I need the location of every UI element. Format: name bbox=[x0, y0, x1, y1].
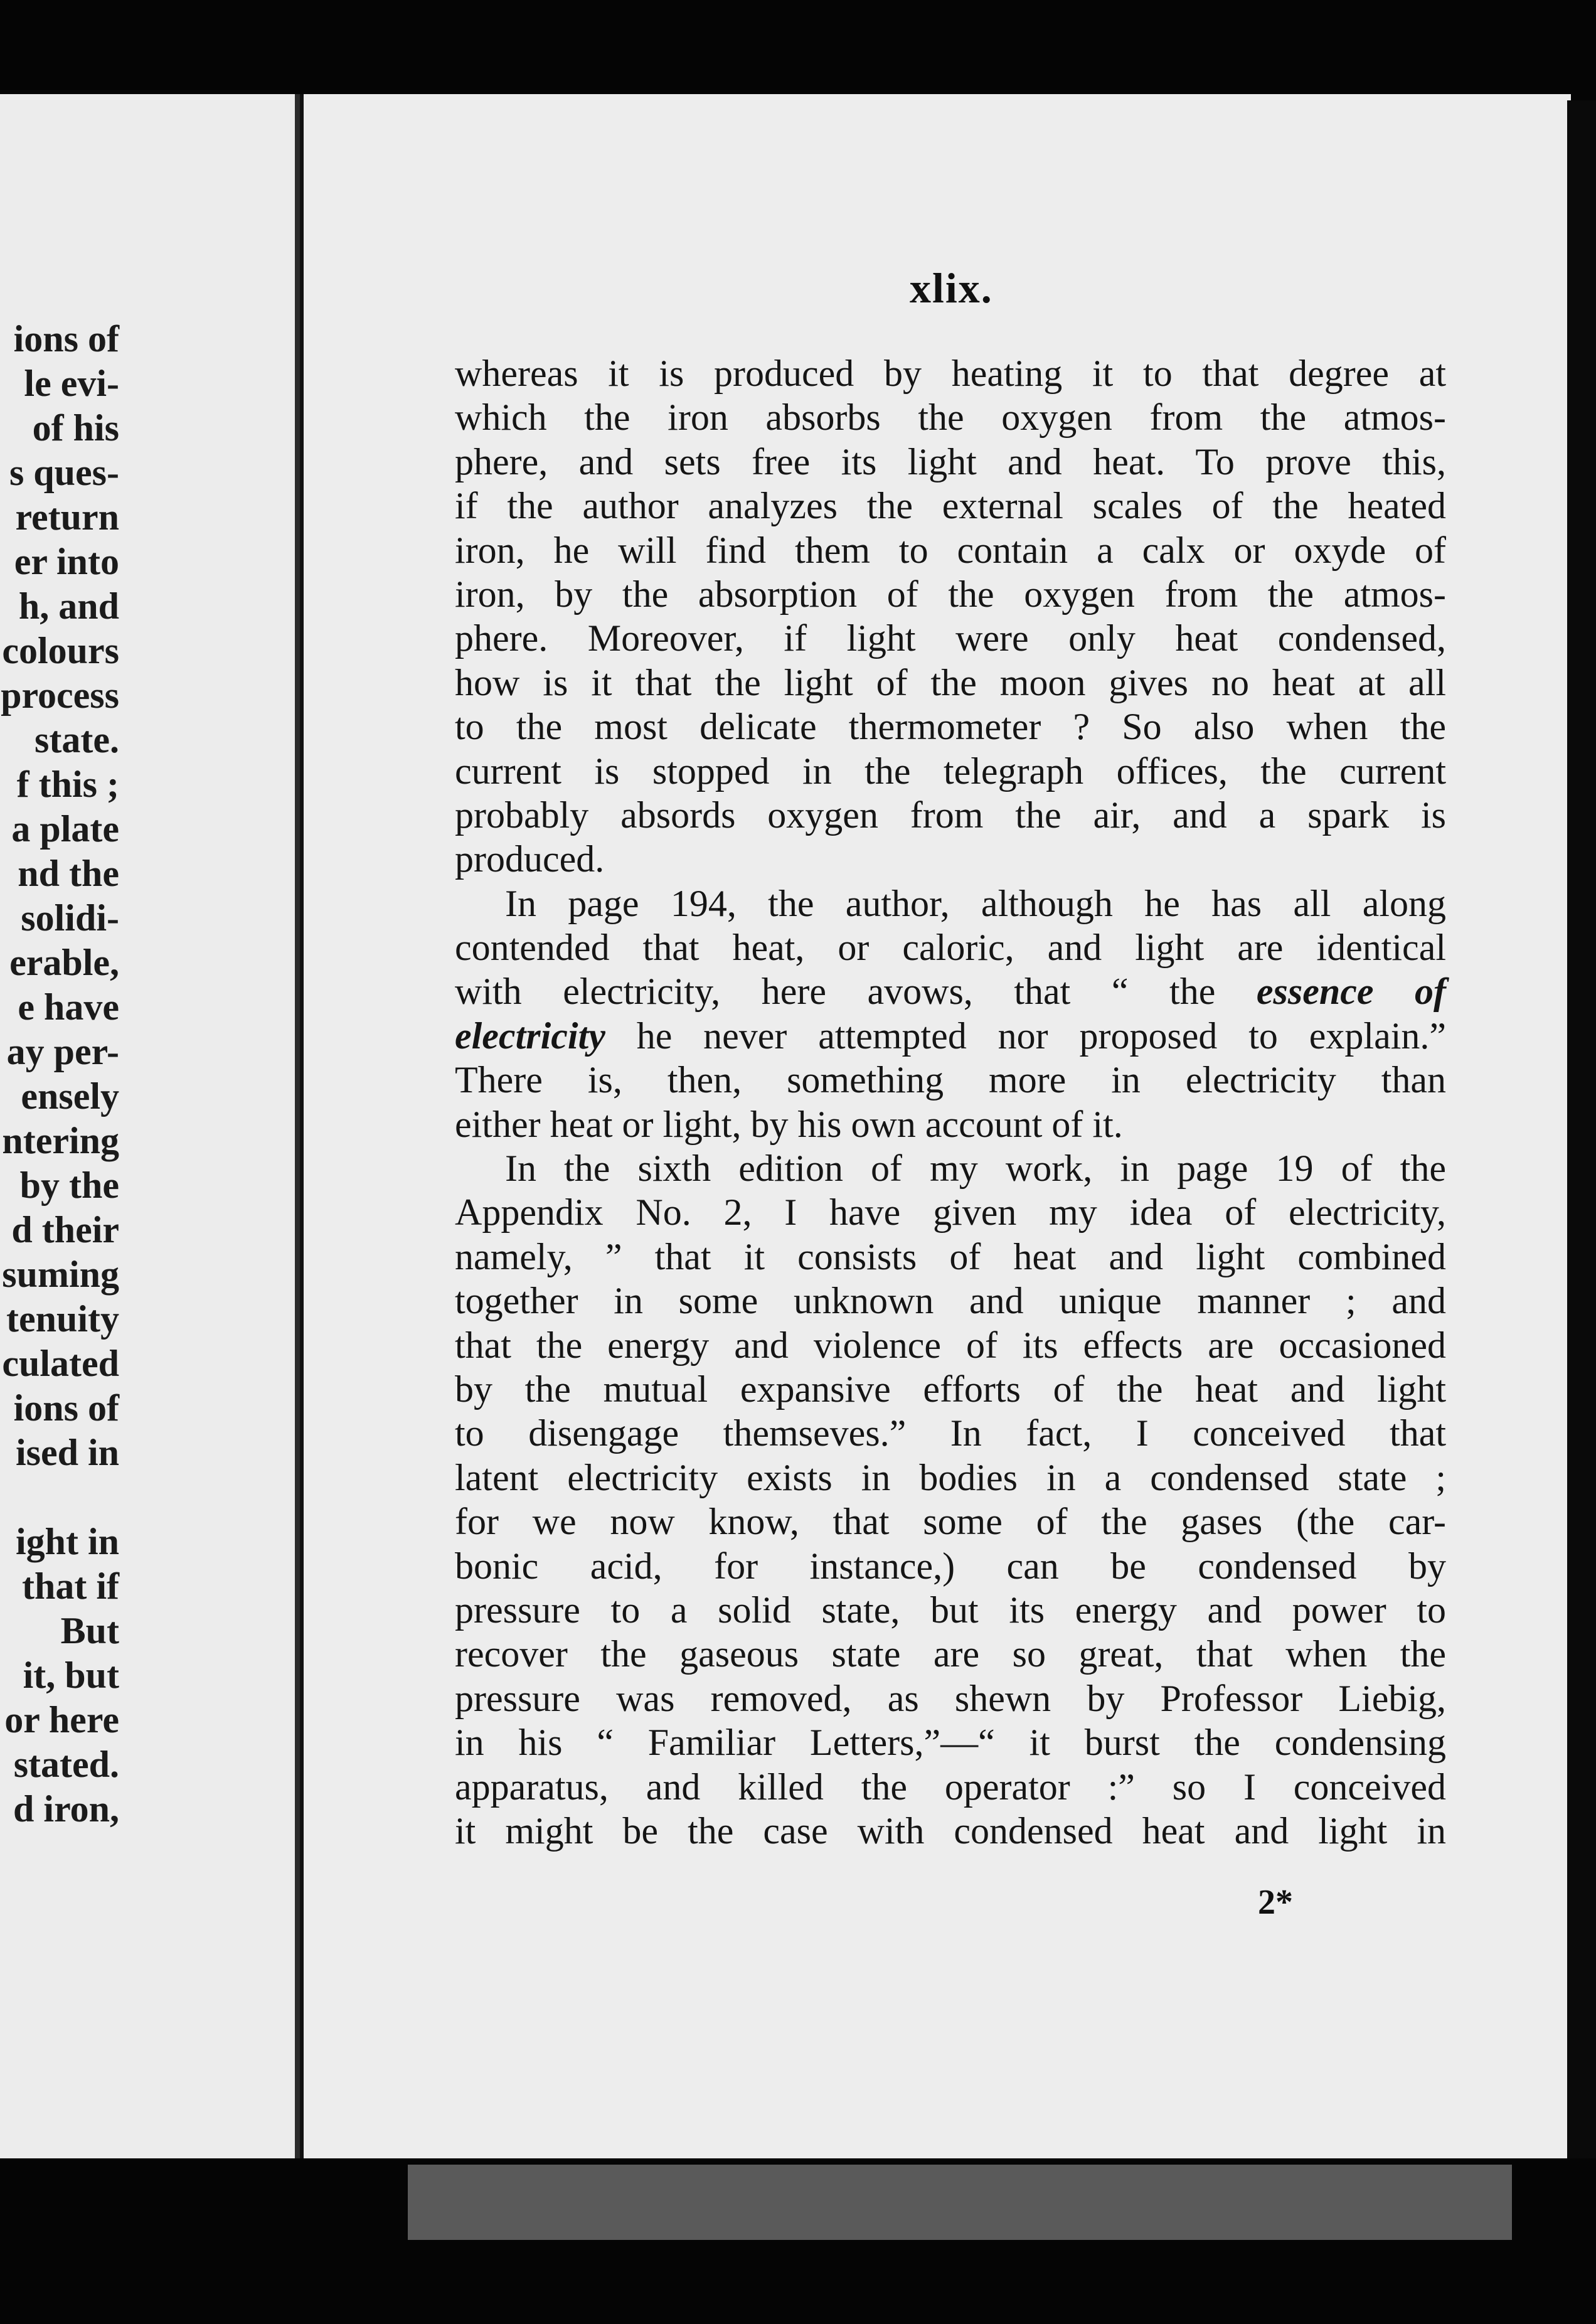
left-line: suming bbox=[2, 1254, 119, 1295]
text-line: by the mutual expansive efforts of the heat and light bbox=[455, 1368, 1446, 1410]
left-line: state. bbox=[35, 719, 119, 760]
left-line: tenuity bbox=[6, 1298, 119, 1340]
left-line-gap bbox=[0, 1475, 119, 1520]
left-line: But bbox=[60, 1610, 119, 1651]
left-line: process bbox=[1, 674, 119, 716]
text-line: Appendix No. 2, I have given my idea of electricity, bbox=[455, 1191, 1446, 1234]
left-line: er into bbox=[14, 541, 119, 582]
signature-mark: 2* bbox=[1258, 1883, 1293, 1922]
left-line: a plate bbox=[11, 808, 119, 850]
book-bottom-edge bbox=[408, 2165, 1512, 2240]
text-line: latent electricity exists in bodies in a condensed state ; bbox=[455, 1456, 1446, 1498]
text-line: whereas it is produced by heating it to that degree at bbox=[455, 353, 1446, 394]
left-line: or here bbox=[4, 1699, 119, 1740]
left-line: s ques- bbox=[9, 452, 119, 493]
left-line: erable, bbox=[9, 942, 119, 983]
left-line: ised in bbox=[15, 1432, 119, 1473]
text-line: pressure to a solid state, but its energy and power to bbox=[455, 1589, 1446, 1631]
text-line: which the iron absorbs the oxygen from the atmos- bbox=[455, 397, 1446, 439]
left-line: solidi- bbox=[21, 897, 119, 939]
text-line: pressure was removed, as shewn by Professor Liebig, bbox=[455, 1677, 1446, 1719]
text-line: how is it that the light of the moon gives no heat at all bbox=[455, 661, 1446, 703]
text-line: namely, ” that it consists of heat and light combined bbox=[455, 1235, 1446, 1277]
text-line: bonic acid, for instance,) can be condensed by bbox=[455, 1545, 1446, 1587]
left-line: e have bbox=[18, 986, 119, 1028]
left-line: d their bbox=[11, 1209, 119, 1250]
text-line: phere, and sets free its light and heat. To prove this, bbox=[455, 440, 1446, 482]
left-line: nd the bbox=[18, 853, 119, 894]
text-line: iron, he will find them to contain a calx or oxyde of bbox=[455, 529, 1446, 571]
left-line: it, but bbox=[23, 1655, 119, 1696]
text-line: contended that heat, or caloric, and light are identical bbox=[455, 927, 1446, 969]
left-line: d iron, bbox=[13, 1788, 119, 1830]
left-line: ntering bbox=[2, 1120, 119, 1161]
left-line: f this ; bbox=[16, 764, 119, 805]
text-line: In page 194, the author, although he has all along bbox=[505, 882, 1446, 924]
text-line: recover the gaseous state are so great, that when the bbox=[455, 1633, 1446, 1675]
left-line: ensely bbox=[21, 1075, 119, 1117]
left-line: ight in bbox=[15, 1521, 119, 1562]
text-line: if the author analyzes the external scales of the heated bbox=[455, 485, 1446, 527]
left-line: ions of bbox=[13, 1387, 119, 1429]
text-line: In the sixth edition of my work, in page 19 of the bbox=[505, 1148, 1446, 1190]
text-line: phere. Moreover, if light were only heat condensed, bbox=[455, 617, 1446, 659]
left-line: ions of bbox=[13, 318, 119, 360]
left-line: by the bbox=[19, 1165, 119, 1206]
left-line: of his bbox=[32, 407, 119, 449]
text-line: that the energy and violence of its effects are occasioned bbox=[455, 1324, 1446, 1366]
italic-phrase: essence of bbox=[1256, 971, 1446, 1013]
page-number: xlix. bbox=[910, 264, 993, 312]
text-line-mixed bbox=[455, 1014, 1446, 1058]
italic-phrase: electricity bbox=[455, 1015, 605, 1057]
text-line: it might be the case with condensed heat and light in bbox=[455, 1810, 1446, 1852]
left-line: that if bbox=[22, 1565, 119, 1607]
text-segment: he never attempted nor proposed to explain.” bbox=[636, 1015, 1447, 1057]
text-line: produced. bbox=[455, 838, 605, 880]
text-line: apparatus, and killed the operator :” so I conceived bbox=[455, 1766, 1446, 1808]
page-body-text bbox=[455, 351, 1446, 1853]
text-line: either heat or light, by his own account of it. bbox=[455, 1103, 1123, 1145]
text-line: together in some unknown and unique manner ; and bbox=[455, 1280, 1446, 1322]
left-line: culated bbox=[2, 1343, 119, 1384]
left-line: le evi- bbox=[24, 363, 119, 404]
text-line: for we now know, that some of the gases (the car- bbox=[455, 1501, 1446, 1543]
text-line: in his “ Familiar Letters,”—“ it burst the condensing bbox=[455, 1722, 1446, 1764]
previous-page-text bbox=[0, 317, 119, 1831]
previous-page-fragment bbox=[0, 94, 299, 2158]
page-edge-shadow bbox=[1567, 100, 1596, 2158]
left-line: ay per- bbox=[6, 1031, 119, 1072]
left-line: h, and bbox=[18, 585, 119, 627]
text-line: probably absords oxygen from the air, and a spark is bbox=[455, 794, 1446, 836]
left-line: return bbox=[15, 496, 119, 538]
text-line: iron, by the absorption of the oxygen from the atmos- bbox=[455, 573, 1446, 615]
text-line: There is, then, something more in electricity than bbox=[455, 1059, 1446, 1101]
text-line: to the most delicate thermometer ? So also when the bbox=[455, 706, 1446, 748]
left-line: stated. bbox=[13, 1744, 119, 1785]
text-line-mixed bbox=[455, 969, 1446, 1013]
text-segment: with electricity, here avows, that “ the bbox=[455, 971, 1216, 1013]
left-line: colours bbox=[2, 630, 119, 671]
text-line: current is stopped in the telegraph offices, the current bbox=[455, 750, 1446, 792]
text-line: to disengage themseves.” In fact, I conceived that bbox=[455, 1412, 1446, 1454]
